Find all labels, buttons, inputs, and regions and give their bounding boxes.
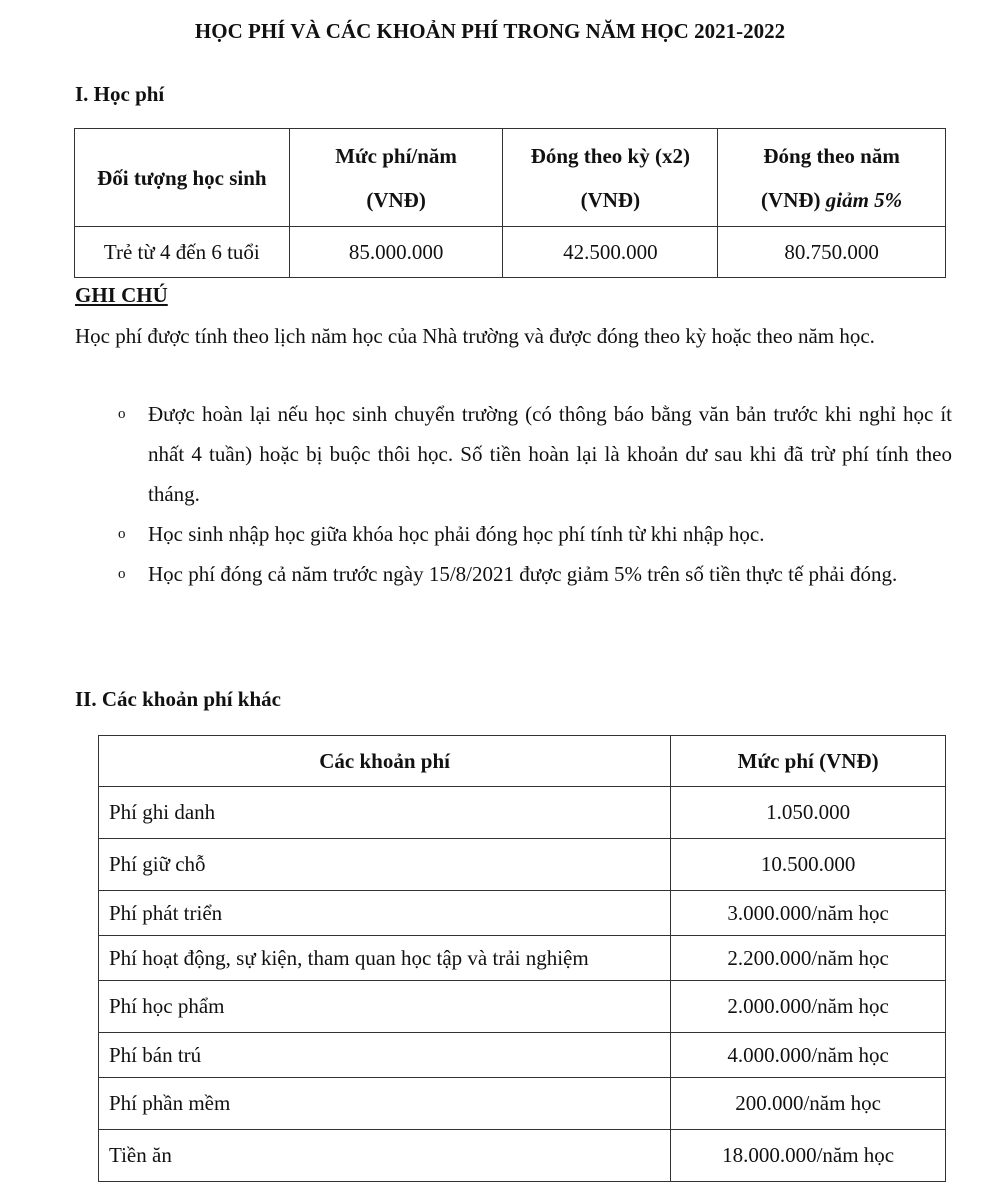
header-line: Mức phí/năm xyxy=(335,143,457,168)
header-line: (VNĐ) xyxy=(580,187,641,212)
section-heading-tuition: I. Học phí xyxy=(75,82,165,106)
header-discount-note: giảm 5% xyxy=(820,187,903,212)
header-line: (VNĐ) xyxy=(366,187,426,212)
header-line: Đối tượng học sinh xyxy=(97,165,267,190)
bullet-marker-icon: o xyxy=(118,526,126,542)
header-cell-annual-fee xyxy=(289,129,503,227)
fee-amount-cell: 10.500.000 xyxy=(671,839,946,891)
header-cell-student-group xyxy=(75,129,290,227)
fee-amount-cell: 18.000.000/năm học xyxy=(671,1130,946,1182)
table-row xyxy=(99,891,946,936)
fee-amount-cell: 4.000.000/năm học xyxy=(671,1033,946,1078)
bullet-marker-icon: o xyxy=(118,566,126,582)
header-line: (VNĐ) xyxy=(761,187,821,212)
table-row xyxy=(99,839,946,891)
fee-amount-cell: 2.000.000/năm học xyxy=(671,981,946,1033)
page-title: HỌC PHÍ VÀ CÁC KHOẢN PHÍ TRONG NĂM HỌC 2021-2022 xyxy=(194,19,786,43)
list-item xyxy=(118,394,952,514)
bullet-text: Được hoàn lại nếu học sinh chuyển trường (có thông báo bằng văn bản trước khi nghỉ học ít nhất 4 tuần) hoặc bị buộc thôi học. Số tiền hoàn lại là khoản dư sau khi đã trừ phí tính theo tháng. xyxy=(148,402,952,506)
section-heading-other-fees: II. Các khoản phí khác xyxy=(75,687,281,711)
fee-amount-cell: 2.200.000/năm học xyxy=(671,936,946,981)
fee-name-cell: Phí bán trú xyxy=(99,1033,671,1078)
list-item xyxy=(118,554,952,594)
table-row xyxy=(99,981,946,1033)
table-row xyxy=(99,1033,946,1078)
table-row xyxy=(99,1130,946,1182)
fee-amount-cell: 1.050.000 xyxy=(671,787,946,839)
table-row xyxy=(99,787,946,839)
header-cell-per-term xyxy=(503,129,718,227)
fee-name-cell: Phí phát triển xyxy=(99,891,671,936)
table-cell: 85.000.000 xyxy=(289,227,503,278)
bullet-text: Học sinh nhập học giữa khóa học phải đóng học phí tính từ khi nhập học. xyxy=(148,522,765,546)
fee-name-cell: Phí phần mềm xyxy=(99,1078,671,1130)
table-cell: Trẻ từ 4 đến 6 tuổi xyxy=(75,227,290,278)
other-fees-table xyxy=(98,735,946,1182)
header-cell-fee-name: Các khoản phí xyxy=(99,736,671,787)
bullet-text: Học phí đóng cả năm trước ngày 15/8/2021 được giảm 5% trên số tiền thực tế phải đóng. xyxy=(148,562,898,586)
header-line: Đóng theo năm xyxy=(763,143,900,168)
table-header-row xyxy=(75,129,946,227)
fee-amount-cell: 3.000.000/năm học xyxy=(671,891,946,936)
table-header-row xyxy=(99,736,946,787)
header-cell-fee-amount: Mức phí (VNĐ) xyxy=(671,736,946,787)
header-line: Đóng theo kỳ (x2) xyxy=(530,143,690,168)
fee-name-cell: Tiền ăn xyxy=(99,1130,671,1182)
fee-name-cell: Phí ghi danh xyxy=(99,787,671,839)
table-row xyxy=(75,227,946,278)
fee-amount-cell: 200.000/năm học xyxy=(671,1078,946,1130)
bullet-marker-icon: o xyxy=(118,406,126,422)
note-heading: GHI CHÚ xyxy=(75,283,168,307)
header-cell-per-year xyxy=(718,129,946,227)
table-row xyxy=(99,936,946,981)
table-cell: 80.750.000 xyxy=(718,227,946,278)
table-row xyxy=(99,1078,946,1130)
table-cell: 42.500.000 xyxy=(503,227,718,278)
tuition-table xyxy=(74,128,946,278)
note-bullet-list xyxy=(118,394,952,594)
fee-name-cell: Phí giữ chỗ xyxy=(99,839,671,891)
fee-name-cell: Phí học phẩm xyxy=(99,981,671,1033)
note-paragraph: Học phí được tính theo lịch năm học của Nhà trường và được đóng theo kỳ hoặc theo năm học. xyxy=(75,324,875,348)
fee-name-cell: Phí hoạt động, sự kiện, tham quan học tập và trải nghiệm xyxy=(99,936,671,981)
list-item xyxy=(118,514,952,554)
